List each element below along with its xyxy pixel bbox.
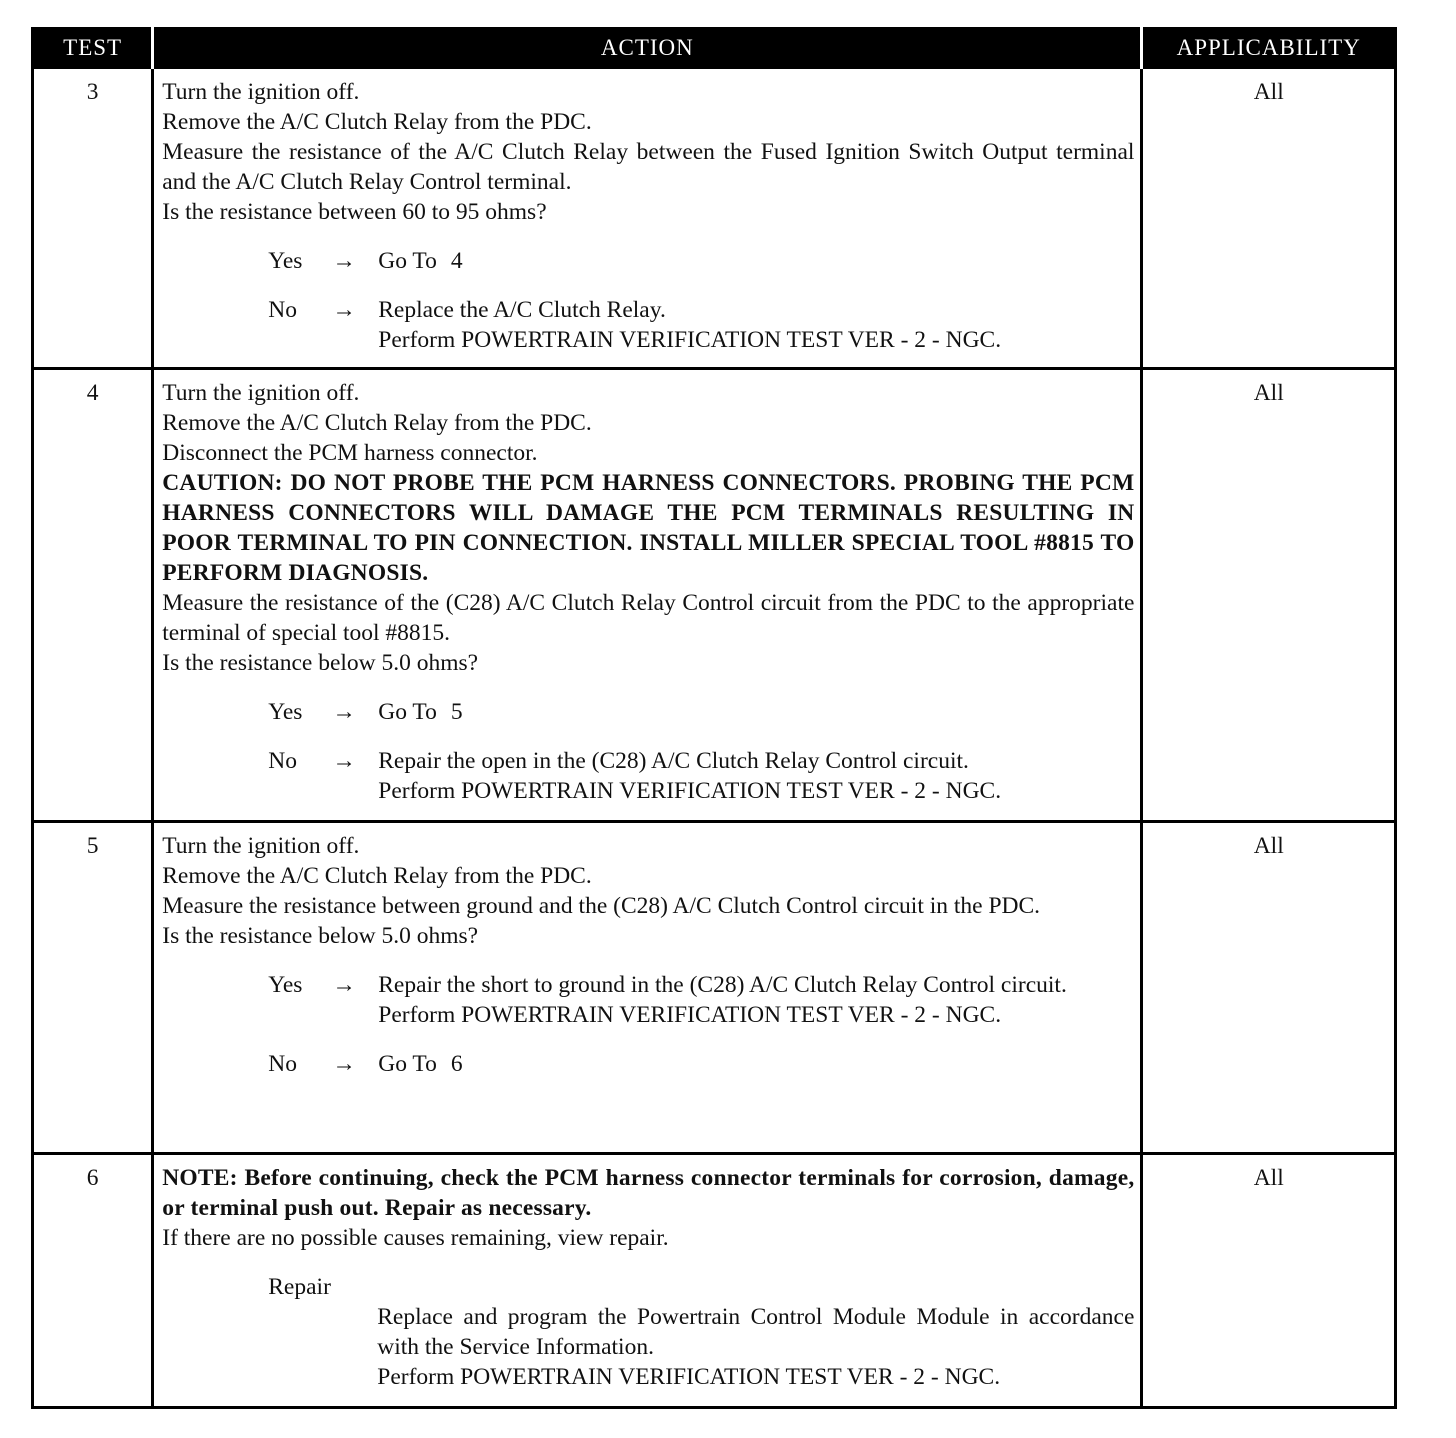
no-result xyxy=(162,1049,1134,1079)
yes-label: Yes xyxy=(268,248,303,274)
note-text: NOTE: Before continuing, check the PCM harness connector terminals for corrosion, damage, or terminal push out. Repair as necessary. xyxy=(162,1165,1135,1221)
yes-result xyxy=(162,697,1134,727)
step: Measure the resistance between ground and the (C28) A/C Clutch Control circuit in the PDC. xyxy=(162,893,1041,919)
goto-number: 4 xyxy=(450,248,463,274)
arrow-icon: → xyxy=(332,972,356,998)
result-text: Repair the short to ground in the (C28) A/C Clutch Relay Control circuit. xyxy=(378,972,1067,998)
yes-result xyxy=(162,970,1134,1030)
action-cell xyxy=(153,369,1142,822)
goto-label: Go To xyxy=(378,699,437,725)
action-cell xyxy=(153,1154,1142,1408)
test-number: 6 xyxy=(33,1154,153,1408)
test-row-5 xyxy=(33,822,1396,1154)
step: Remove the A/C Clutch Relay from the PDC. xyxy=(162,109,592,135)
step: Is the resistance between 60 to 95 ohms? xyxy=(162,199,547,225)
step: Turn the ignition off. xyxy=(162,380,360,406)
arrow-icon: → xyxy=(332,748,356,774)
header-action: ACTION xyxy=(153,29,1142,68)
applicability-value: All xyxy=(1142,68,1396,369)
result-text: Perform POWERTRAIN VERIFICATION TEST VER - 2 - NGC. xyxy=(378,327,1002,353)
repair-text: Perform POWERTRAIN VERIFICATION TEST VER - 2 - NGC. xyxy=(377,1364,1001,1390)
step: Is the resistance below 5.0 ohms? xyxy=(162,650,479,676)
result-text: Replace the A/C Clutch Relay. xyxy=(378,297,666,323)
step: Is the resistance below 5.0 ohms? xyxy=(162,923,479,949)
step: Turn the ignition off. xyxy=(162,833,360,859)
arrow-icon: → xyxy=(332,1051,356,1077)
header-applicability: APPLICABILITY xyxy=(1142,29,1396,68)
header-test: TEST xyxy=(33,29,153,68)
caution-text: CAUTION: DO NOT PROBE THE PCM HARNESS CONNECTORS. PROBING THE PCM HARNESS CONNECTORS WILL DAMAGE THE PCM TERMINALS RESULTING IN POOR TERMINAL TO PIN CONNECTION. INSTALL MILLER SPECIAL TOOL #8815 TO PERFORM DIAGNOSIS. xyxy=(162,470,1135,586)
step: Remove the A/C Clutch Relay from the PDC. xyxy=(162,863,592,889)
yes-result xyxy=(162,246,1134,276)
goto-label: Go To xyxy=(378,248,437,274)
test-row-3 xyxy=(33,68,1396,369)
diagnostic-table xyxy=(31,27,1397,1409)
yes-label: Yes xyxy=(268,699,303,725)
repair-label: Repair xyxy=(268,1274,331,1300)
test-number: 5 xyxy=(33,822,153,1154)
repair-text: Replace and program the Powertrain Control Module Module in accordance with the Service Information. xyxy=(377,1304,1135,1360)
no-label: No xyxy=(268,297,297,323)
step: If there are no possible causes remaining, view repair. xyxy=(162,1225,669,1251)
arrow-icon: → xyxy=(332,248,356,274)
applicability-value: All xyxy=(1142,369,1396,822)
step: Measure the resistance of the (C28) A/C Clutch Relay Control circuit from the PDC to the appropriate terminal of special tool #8815. xyxy=(162,590,1135,646)
action-cell xyxy=(153,822,1142,1154)
goto-number: 6 xyxy=(450,1051,463,1077)
step: Disconnect the PCM harness connector. xyxy=(162,440,538,466)
goto-label: Go To xyxy=(378,1051,437,1077)
applicability-value: All xyxy=(1142,822,1396,1154)
no-label: No xyxy=(268,748,297,774)
step: Turn the ignition off. xyxy=(162,79,360,105)
action-cell xyxy=(153,68,1142,369)
repair-result xyxy=(162,1272,1134,1392)
step: Remove the A/C Clutch Relay from the PDC. xyxy=(162,410,592,436)
test-number: 4 xyxy=(33,369,153,822)
no-result xyxy=(162,746,1134,806)
result-text: Perform POWERTRAIN VERIFICATION TEST VER - 2 - NGC. xyxy=(378,1002,1002,1028)
no-label: No xyxy=(268,1051,297,1077)
result-text: Perform POWERTRAIN VERIFICATION TEST VER - 2 - NGC. xyxy=(378,778,1002,804)
step: Measure the resistance of the A/C Clutch Relay between the Fused Ignition Switch Output terminal and the A/C Clutch Relay Control terminal. xyxy=(162,139,1135,195)
header-row xyxy=(33,29,1396,68)
test-row-4 xyxy=(33,369,1396,822)
test-row-6 xyxy=(33,1154,1396,1408)
test-number: 3 xyxy=(33,68,153,369)
arrow-icon: → xyxy=(332,699,356,725)
result-text: Repair the open in the (C28) A/C Clutch Relay Control circuit. xyxy=(378,748,969,774)
applicability-value: All xyxy=(1142,1154,1396,1408)
yes-label: Yes xyxy=(268,972,303,998)
no-result xyxy=(162,295,1134,355)
goto-number: 5 xyxy=(450,699,463,725)
arrow-icon: → xyxy=(332,297,356,323)
